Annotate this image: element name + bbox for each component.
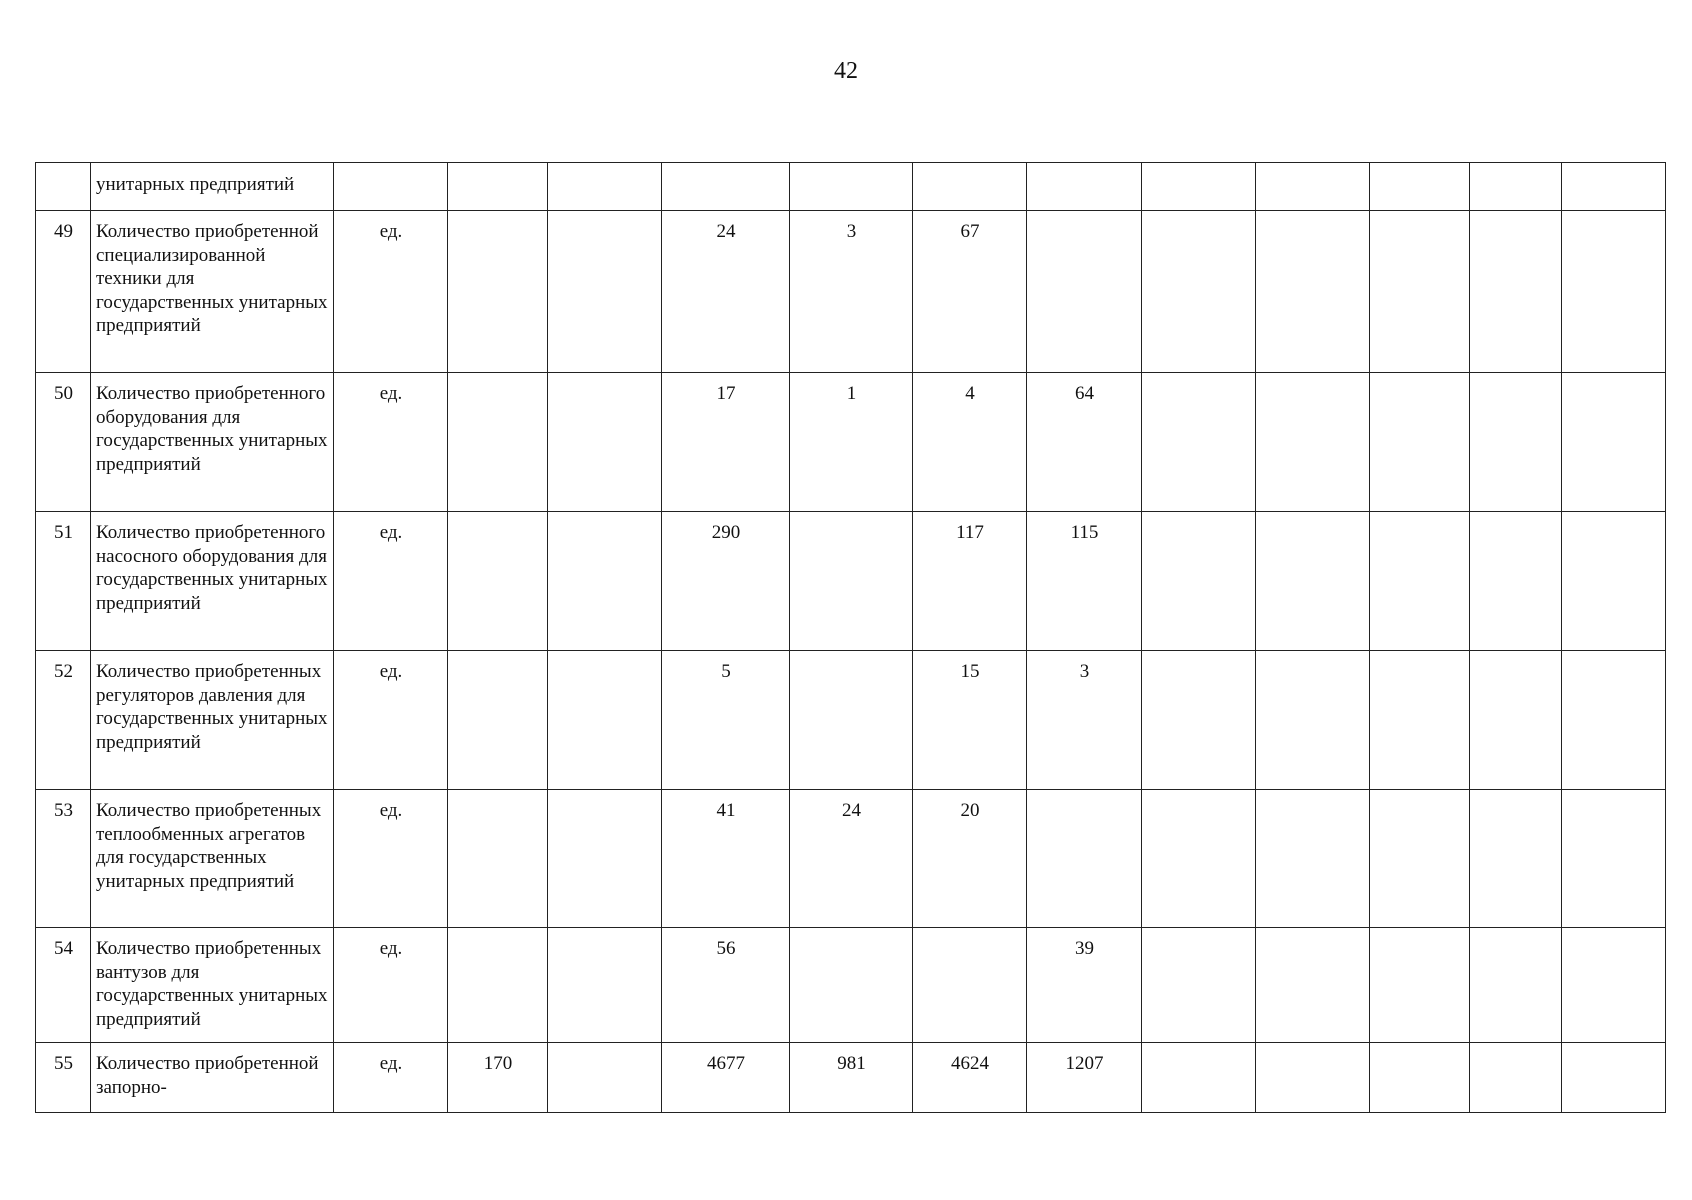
value-cell: 117: [913, 512, 1027, 651]
value-cell: [448, 373, 548, 512]
indicator-name-cell: Количество приобретенных регуляторов давления для государственных унитарных предприятий: [91, 651, 334, 790]
value-cell: 290: [662, 512, 790, 651]
value-cell: [790, 512, 913, 651]
value-cell: [1562, 512, 1666, 651]
unit-cell: ед.: [334, 1043, 448, 1113]
table-row: [36, 1043, 1666, 1113]
table-row: [36, 928, 1666, 1043]
value-cell: [662, 163, 790, 211]
value-cell: [1562, 651, 1666, 790]
table-row: [36, 512, 1666, 651]
value-cell: 20: [913, 790, 1027, 928]
value-cell: 24: [790, 790, 913, 928]
value-cell: [1470, 928, 1562, 1043]
row-number-cell: 54: [36, 928, 91, 1043]
row-number-cell: 50: [36, 373, 91, 512]
value-cell: [1256, 790, 1370, 928]
value-cell: 64: [1027, 373, 1142, 512]
unit-cell: ед.: [334, 928, 448, 1043]
value-cell: 981: [790, 1043, 913, 1113]
value-cell: 39: [1027, 928, 1142, 1043]
value-cell: 41: [662, 790, 790, 928]
indicator-name-cell: унитарных предприятий: [91, 163, 334, 211]
value-cell: [1256, 163, 1370, 211]
value-cell: 4677: [662, 1043, 790, 1113]
value-cell: [1027, 211, 1142, 373]
value-cell: [448, 512, 548, 651]
value-cell: [548, 211, 662, 373]
value-cell: [913, 163, 1027, 211]
value-cell: [790, 651, 913, 790]
value-cell: [1470, 163, 1562, 211]
value-cell: [448, 651, 548, 790]
value-cell: [1142, 512, 1256, 651]
value-cell: [1256, 1043, 1370, 1113]
value-cell: [1370, 790, 1470, 928]
value-cell: [448, 163, 548, 211]
value-cell: [1142, 790, 1256, 928]
indicator-name-cell: Количество приобретенной специализированной техники для государственных унитарных предприятий: [91, 211, 334, 373]
value-cell: [1142, 211, 1256, 373]
unit-cell: ед.: [334, 651, 448, 790]
value-cell: [1256, 651, 1370, 790]
value-cell: [1027, 163, 1142, 211]
value-cell: 24: [662, 211, 790, 373]
value-cell: 170: [448, 1043, 548, 1113]
value-cell: 3: [1027, 651, 1142, 790]
value-cell: [1370, 651, 1470, 790]
indicator-name-cell: Количество приобретенной запорно-: [91, 1043, 334, 1113]
value-cell: 3: [790, 211, 913, 373]
value-cell: 56: [662, 928, 790, 1043]
unit-cell: ед.: [334, 373, 448, 512]
value-cell: [1027, 790, 1142, 928]
value-cell: [1370, 211, 1470, 373]
value-cell: [1256, 211, 1370, 373]
value-cell: [1142, 163, 1256, 211]
indicators-table: [35, 162, 1666, 1113]
value-cell: [548, 928, 662, 1043]
value-cell: 1: [790, 373, 913, 512]
page-number: 42: [834, 58, 858, 84]
value-cell: [1470, 512, 1562, 651]
unit-cell: ед.: [334, 790, 448, 928]
value-cell: [1142, 928, 1256, 1043]
value-cell: [1562, 1043, 1666, 1113]
value-cell: 5: [662, 651, 790, 790]
table-row: [36, 211, 1666, 373]
value-cell: 1207: [1027, 1043, 1142, 1113]
value-cell: [1370, 163, 1470, 211]
row-number-cell: 52: [36, 651, 91, 790]
row-number-cell: 53: [36, 790, 91, 928]
value-cell: [1256, 512, 1370, 651]
value-cell: [448, 790, 548, 928]
indicator-name-cell: Количество приобретенных вантузов для государственных унитарных предприятий: [91, 928, 334, 1043]
value-cell: [1562, 163, 1666, 211]
table-row: [36, 373, 1666, 512]
table-body: [36, 163, 1666, 1113]
value-cell: [790, 163, 913, 211]
row-number-cell: 49: [36, 211, 91, 373]
value-cell: [1256, 928, 1370, 1043]
value-cell: [1370, 928, 1470, 1043]
value-cell: 115: [1027, 512, 1142, 651]
value-cell: 17: [662, 373, 790, 512]
value-cell: [548, 1043, 662, 1113]
unit-cell: ед.: [334, 512, 448, 651]
value-cell: [1142, 373, 1256, 512]
indicator-name-cell: Количество приобретенного оборудования для государственных унитарных предприятий: [91, 373, 334, 512]
indicator-name-cell: Количество приобретенного насосного оборудования для государственных унитарных предприятий: [91, 512, 334, 651]
value-cell: [1470, 211, 1562, 373]
value-cell: 15: [913, 651, 1027, 790]
value-cell: 4: [913, 373, 1027, 512]
value-cell: [1256, 373, 1370, 512]
value-cell: [1370, 512, 1470, 651]
value-cell: [1142, 1043, 1256, 1113]
row-number-cell: [36, 163, 91, 211]
value-cell: [548, 373, 662, 512]
row-number-cell: 55: [36, 1043, 91, 1113]
value-cell: [448, 211, 548, 373]
value-cell: 4624: [913, 1043, 1027, 1113]
unit-cell: ед.: [334, 211, 448, 373]
value-cell: [1370, 373, 1470, 512]
value-cell: [1470, 373, 1562, 512]
indicator-name-cell: Количество приобретенных теплообменных агрегатов для государственных унитарных предприятий: [91, 790, 334, 928]
value-cell: [548, 512, 662, 651]
value-cell: 67: [913, 211, 1027, 373]
value-cell: [1142, 651, 1256, 790]
value-cell: [1562, 211, 1666, 373]
value-cell: [1562, 373, 1666, 512]
row-number-cell: 51: [36, 512, 91, 651]
value-cell: [548, 790, 662, 928]
value-cell: [1562, 928, 1666, 1043]
value-cell: [913, 928, 1027, 1043]
value-cell: [548, 651, 662, 790]
value-cell: [1470, 651, 1562, 790]
value-cell: [1370, 1043, 1470, 1113]
unit-cell: [334, 163, 448, 211]
value-cell: [790, 928, 913, 1043]
table-row: [36, 790, 1666, 928]
value-cell: [1470, 790, 1562, 928]
value-cell: [1562, 790, 1666, 928]
value-cell: [548, 163, 662, 211]
value-cell: [448, 928, 548, 1043]
table-row: [36, 163, 1666, 211]
table-row: [36, 651, 1666, 790]
value-cell: [1470, 1043, 1562, 1113]
